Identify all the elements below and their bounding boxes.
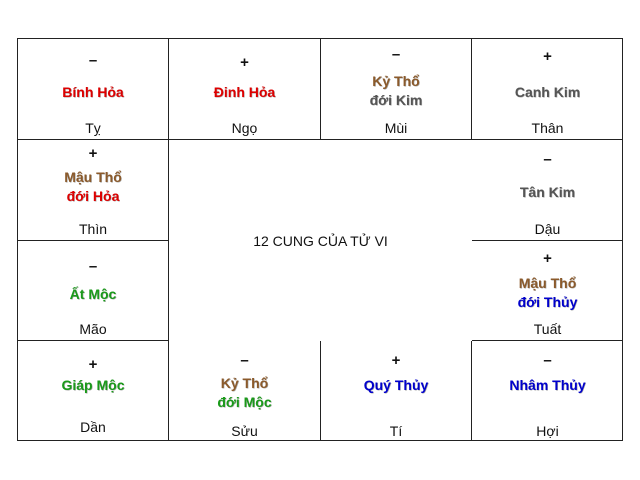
branch-ti: Tí — [389, 423, 403, 439]
cell-hoi — [472, 341, 623, 441]
sign-dau: – — [543, 151, 552, 168]
element-mao — [18, 285, 168, 304]
cell-mao — [18, 241, 169, 341]
sign-ty: – — [88, 52, 98, 69]
branch-mui: Mùi — [384, 120, 408, 136]
element-mui-line2: đới Kim — [369, 92, 423, 108]
branch-ty: Tỵ — [85, 120, 101, 136]
element-ti — [321, 376, 471, 395]
element-tuat-line2: đới Thủy — [517, 294, 578, 310]
branch-dau: Dậu — [534, 221, 561, 237]
element-mui-line1: Kỷ Thổ — [372, 73, 420, 89]
element-than-line1: Canh Kim — [514, 84, 581, 100]
branch-dan: Dần — [80, 419, 106, 435]
element-hoi-line1: Nhâm Thủy — [509, 377, 586, 393]
cell-tuat — [472, 241, 623, 341]
branch-than: Thân — [531, 120, 564, 136]
branch-hoi: Hợi — [536, 423, 559, 439]
cell-ty — [18, 39, 169, 140]
sign-hoi: – — [543, 352, 552, 369]
cell-thin — [18, 140, 169, 241]
cell-than — [472, 39, 623, 140]
sign-dan: + — [88, 356, 98, 373]
cell-dan — [18, 341, 169, 441]
element-suu-line2: đới Mộc — [217, 394, 272, 410]
element-ngo-line1: Đinh Hỏa — [213, 84, 276, 100]
element-mui — [321, 72, 471, 110]
element-suu — [169, 374, 320, 412]
element-suu-line1: Kỷ Thổ — [220, 375, 269, 391]
sign-thin: + — [88, 145, 98, 162]
sign-ngo: + — [240, 54, 249, 71]
cell-ngo — [169, 39, 321, 140]
cell-mui — [321, 39, 472, 140]
sign-suu: – — [240, 352, 249, 369]
element-ty — [18, 83, 168, 102]
sign-than: + — [543, 48, 552, 65]
element-hoi — [472, 376, 623, 395]
element-dan — [18, 376, 168, 395]
center-title — [169, 140, 472, 341]
element-thin-line1: Mậu Thổ — [64, 169, 122, 185]
element-dau-line1: Tân Kim — [519, 184, 576, 200]
tu-vi-chart — [17, 38, 623, 441]
branch-tuat: Tuất — [533, 321, 562, 337]
element-thin-line2: đới Hỏa — [66, 188, 120, 204]
element-ty-line1: Bính Hỏa — [62, 84, 124, 100]
element-dan-line1: Giáp Mộc — [61, 377, 125, 393]
cell-dau — [472, 140, 623, 241]
center-title-text: 12 CUNG CỦA TỬ VI — [253, 232, 388, 249]
cell-ti — [321, 341, 472, 441]
element-tuat-line1: Mậu Thổ — [518, 275, 577, 291]
sign-mui: – — [391, 46, 401, 63]
element-mao-line1: Ất Mộc — [69, 286, 117, 302]
element-thin — [18, 168, 168, 206]
sign-ti: + — [391, 352, 401, 369]
element-dau — [472, 183, 623, 202]
branch-suu: Sửu — [231, 423, 258, 439]
sign-mao: – — [88, 258, 98, 275]
branch-ngo: Ngọ — [231, 120, 258, 136]
element-ngo — [169, 83, 320, 102]
element-tuat — [472, 274, 623, 312]
element-ti-line1: Quý Thủy — [363, 377, 429, 393]
sign-tuat: + — [543, 250, 552, 267]
branch-mao: Mão — [79, 321, 107, 337]
branch-thin: Thìn — [78, 221, 107, 237]
cell-suu — [169, 341, 321, 441]
element-than — [472, 83, 623, 102]
